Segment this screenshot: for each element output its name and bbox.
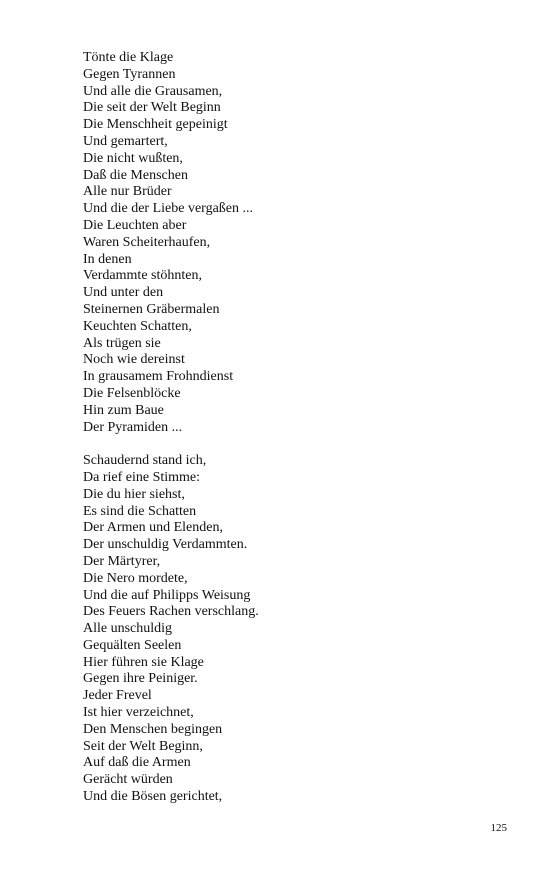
poem-line: Und die auf Philipps Weisung: [83, 587, 251, 603]
poem-line: Gegen Tyrannen: [83, 66, 176, 82]
poem-line: Und die der Liebe vergaßen ...: [83, 201, 254, 217]
poem-line: Und alle die Grausamen,: [83, 83, 223, 99]
poem-line: Gequälten Seelen: [83, 637, 182, 653]
poem-line: Der Armen und Elenden,: [83, 520, 223, 536]
poem-line: Des Feuers Rachen verschlang.: [83, 604, 259, 620]
poem-line: Hin zum Baue: [83, 402, 164, 418]
stanza: [83, 453, 503, 806]
poem-line: In denen: [83, 251, 132, 267]
poem-line: Die du hier siehst,: [83, 486, 185, 502]
poem-line: Waren Scheiterhaufen,: [83, 234, 211, 250]
poem-line: Die Nero mordete,: [83, 570, 188, 586]
poem-line: Seit der Welt Beginn,: [83, 738, 203, 754]
poem-line: Steinernen Gräbermalen: [83, 301, 220, 317]
poem-line: Die Leuchten aber: [83, 217, 187, 233]
page-number: 125: [490, 822, 507, 834]
poem-line: In grausamem Frohndienst: [83, 369, 234, 385]
poem-line: Alle nur Brüder: [83, 184, 172, 200]
poem-line: Keuchten Schatten,: [83, 318, 192, 334]
poem-line: Die Felsenblöcke: [83, 385, 181, 401]
poem-line: Als trügen sie: [83, 335, 161, 351]
poem-line: Verdammte stöhnten,: [83, 268, 202, 284]
poem-line: Tönte die Klage: [83, 50, 174, 65]
poem-line: Gerächt würden: [83, 772, 173, 788]
poem-line: Noch wie dereinst: [83, 352, 185, 368]
poem-line: Gegen ihre Peiniger.: [83, 671, 198, 687]
poem-line: Der Pyramiden ...: [83, 419, 183, 435]
poem-line: Der Märtyrer,: [83, 553, 161, 569]
stanza: [83, 50, 503, 436]
poem-line: Den Menschen begingen: [83, 721, 223, 737]
poem-line: Und unter den: [83, 285, 164, 301]
poem-line: Jeder Frevel: [83, 688, 152, 704]
poem-text: [83, 50, 503, 806]
poem-line: Der unschuldig Verdammten.: [83, 537, 248, 553]
poem-line: Die nicht wußten,: [83, 150, 183, 166]
poem-line: Ist hier verzeichnet,: [83, 705, 194, 721]
poem-line: Hier führen sie Klage: [83, 654, 204, 670]
poem-line: Auf daß die Armen: [83, 755, 191, 771]
poem-line: Es sind die Schatten: [83, 503, 197, 519]
poem-line: Und die Bösen gerichtet,: [83, 789, 223, 805]
poem-line: Schaudernd stand ich,: [83, 453, 207, 469]
poem-line: Da rief eine Stimme:: [83, 469, 201, 485]
poem-line: Daß die Menschen: [83, 167, 188, 183]
poem-line: Und gemartert,: [83, 133, 168, 149]
poem-line: Die seit der Welt Beginn: [83, 100, 221, 116]
poem-line: Die Menschheit gepeinigt: [83, 117, 228, 133]
poem-line: Alle unschuldig: [83, 621, 173, 637]
